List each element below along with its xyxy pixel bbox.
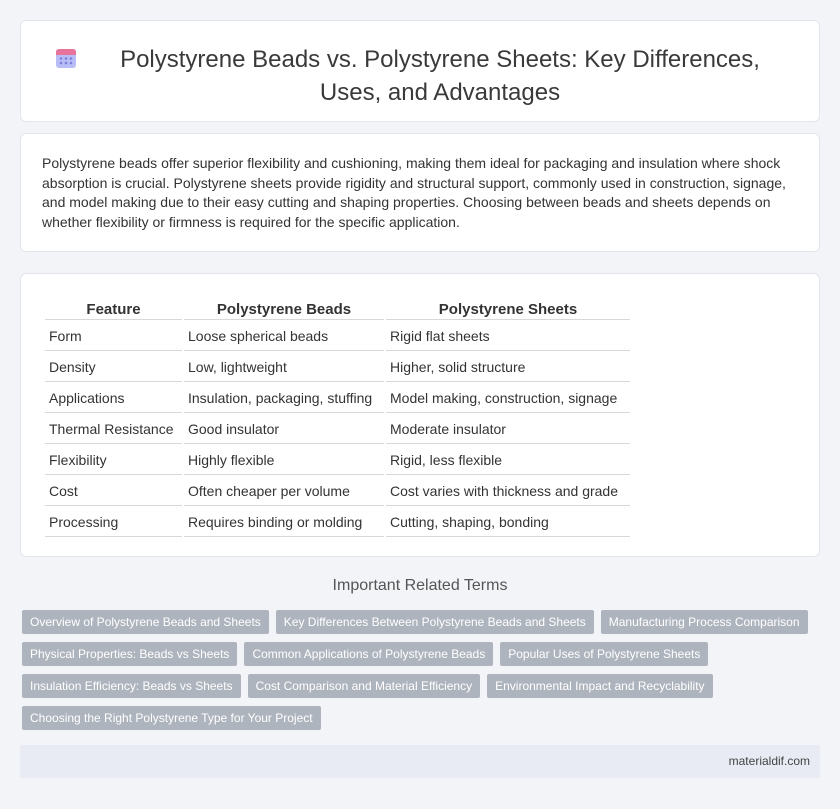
header-card [20,20,820,122]
related-term-tag[interactable]: Environmental Impact and Recyclability [487,674,712,698]
table-row [45,353,630,382]
table-cell-beads: Loose spherical beads [184,322,384,351]
related-term-tag[interactable]: Physical Properties: Beads vs Sheets [22,642,237,666]
table-cell-beads: Good insulator [184,415,384,444]
table-header-row [45,298,630,320]
related-term-tag[interactable]: Cost Comparison and Material Efficiency [248,674,481,698]
related-terms-heading: Important Related Terms [332,577,508,594]
table-cell-feature: Flexibility [45,446,182,475]
table-cell-feature: Density [45,353,182,382]
table-cell-beads: Low, lightweight [184,353,384,382]
related-terms-list [22,610,812,730]
related-term-tag[interactable]: Manufacturing Process Comparison [601,610,808,634]
table-row [45,384,630,413]
footer [20,745,820,778]
table-cell-sheets: Higher, solid structure [386,353,630,382]
table-cell-sheets: Rigid, less flexible [386,446,630,475]
table-cell-sheets: Cost varies with thickness and grade [386,477,630,506]
related-term-tag[interactable]: Key Differences Between Polystyrene Beads and Sheets [276,610,594,634]
table-cell-beads: Often cheaper per volume [184,477,384,506]
table-row [45,446,630,475]
header-feature: Feature [45,298,182,320]
related-term-tag[interactable]: Insulation Efficiency: Beads vs Sheets [22,674,241,698]
comparison-table [43,296,632,539]
table-cell-feature: Applications [45,384,182,413]
related-term-tag[interactable]: Popular Uses of Polystyrene Sheets [500,642,708,666]
table-cell-beads: Requires binding or molding [184,508,384,537]
header-sheets: Polystyrene Sheets [386,298,630,320]
related-term-tag[interactable]: Choosing the Right Polystyrene Type for Your Project [22,706,321,730]
table-cell-feature: Cost [45,477,182,506]
table-cell-beads: Highly flexible [184,446,384,475]
table-cell-feature: Form [45,322,182,351]
related-term-tag[interactable]: Overview of Polystyrene Beads and Sheets [22,610,269,634]
calendar-icon [55,47,77,69]
table-cell-beads: Insulation, packaging, stuffing [184,384,384,413]
table-cell-sheets: Rigid flat sheets [386,322,630,351]
title-wrap [21,43,819,109]
footer-site-link[interactable]: materialdif.com [728,754,810,768]
summary-text: Polystyrene beads offer superior flexibility and cushioning, making them ideal for packaging and insulation where shock absorption is crucial. Polystyrene sheets provide rigidity and structural support, commonly used in construction, signage, and model making due to their easy cutting and shaping properties. Choosing between beads and sheets depends on whether flexibility or firmness is required for the specific application. [42,155,786,230]
table-row [45,415,630,444]
table-cell-feature: Thermal Resistance [45,415,182,444]
table-cell-feature: Processing [45,508,182,537]
table-row [45,322,630,351]
table-cell-sheets: Model making, construction, signage [386,384,630,413]
page-title: Polystyrene Beads vs. Polystyrene Sheets: Key Differences, Uses, and Advantages [120,46,760,106]
header-beads: Polystyrene Beads [184,298,384,320]
summary-card [20,133,820,252]
table-row [45,477,630,506]
comparison-table-card [20,273,820,557]
table-cell-sheets: Moderate insulator [386,415,630,444]
table-row [45,508,630,537]
related-term-tag[interactable]: Common Applications of Polystyrene Beads [244,642,493,666]
table-cell-sheets: Cutting, shaping, bonding [386,508,630,537]
